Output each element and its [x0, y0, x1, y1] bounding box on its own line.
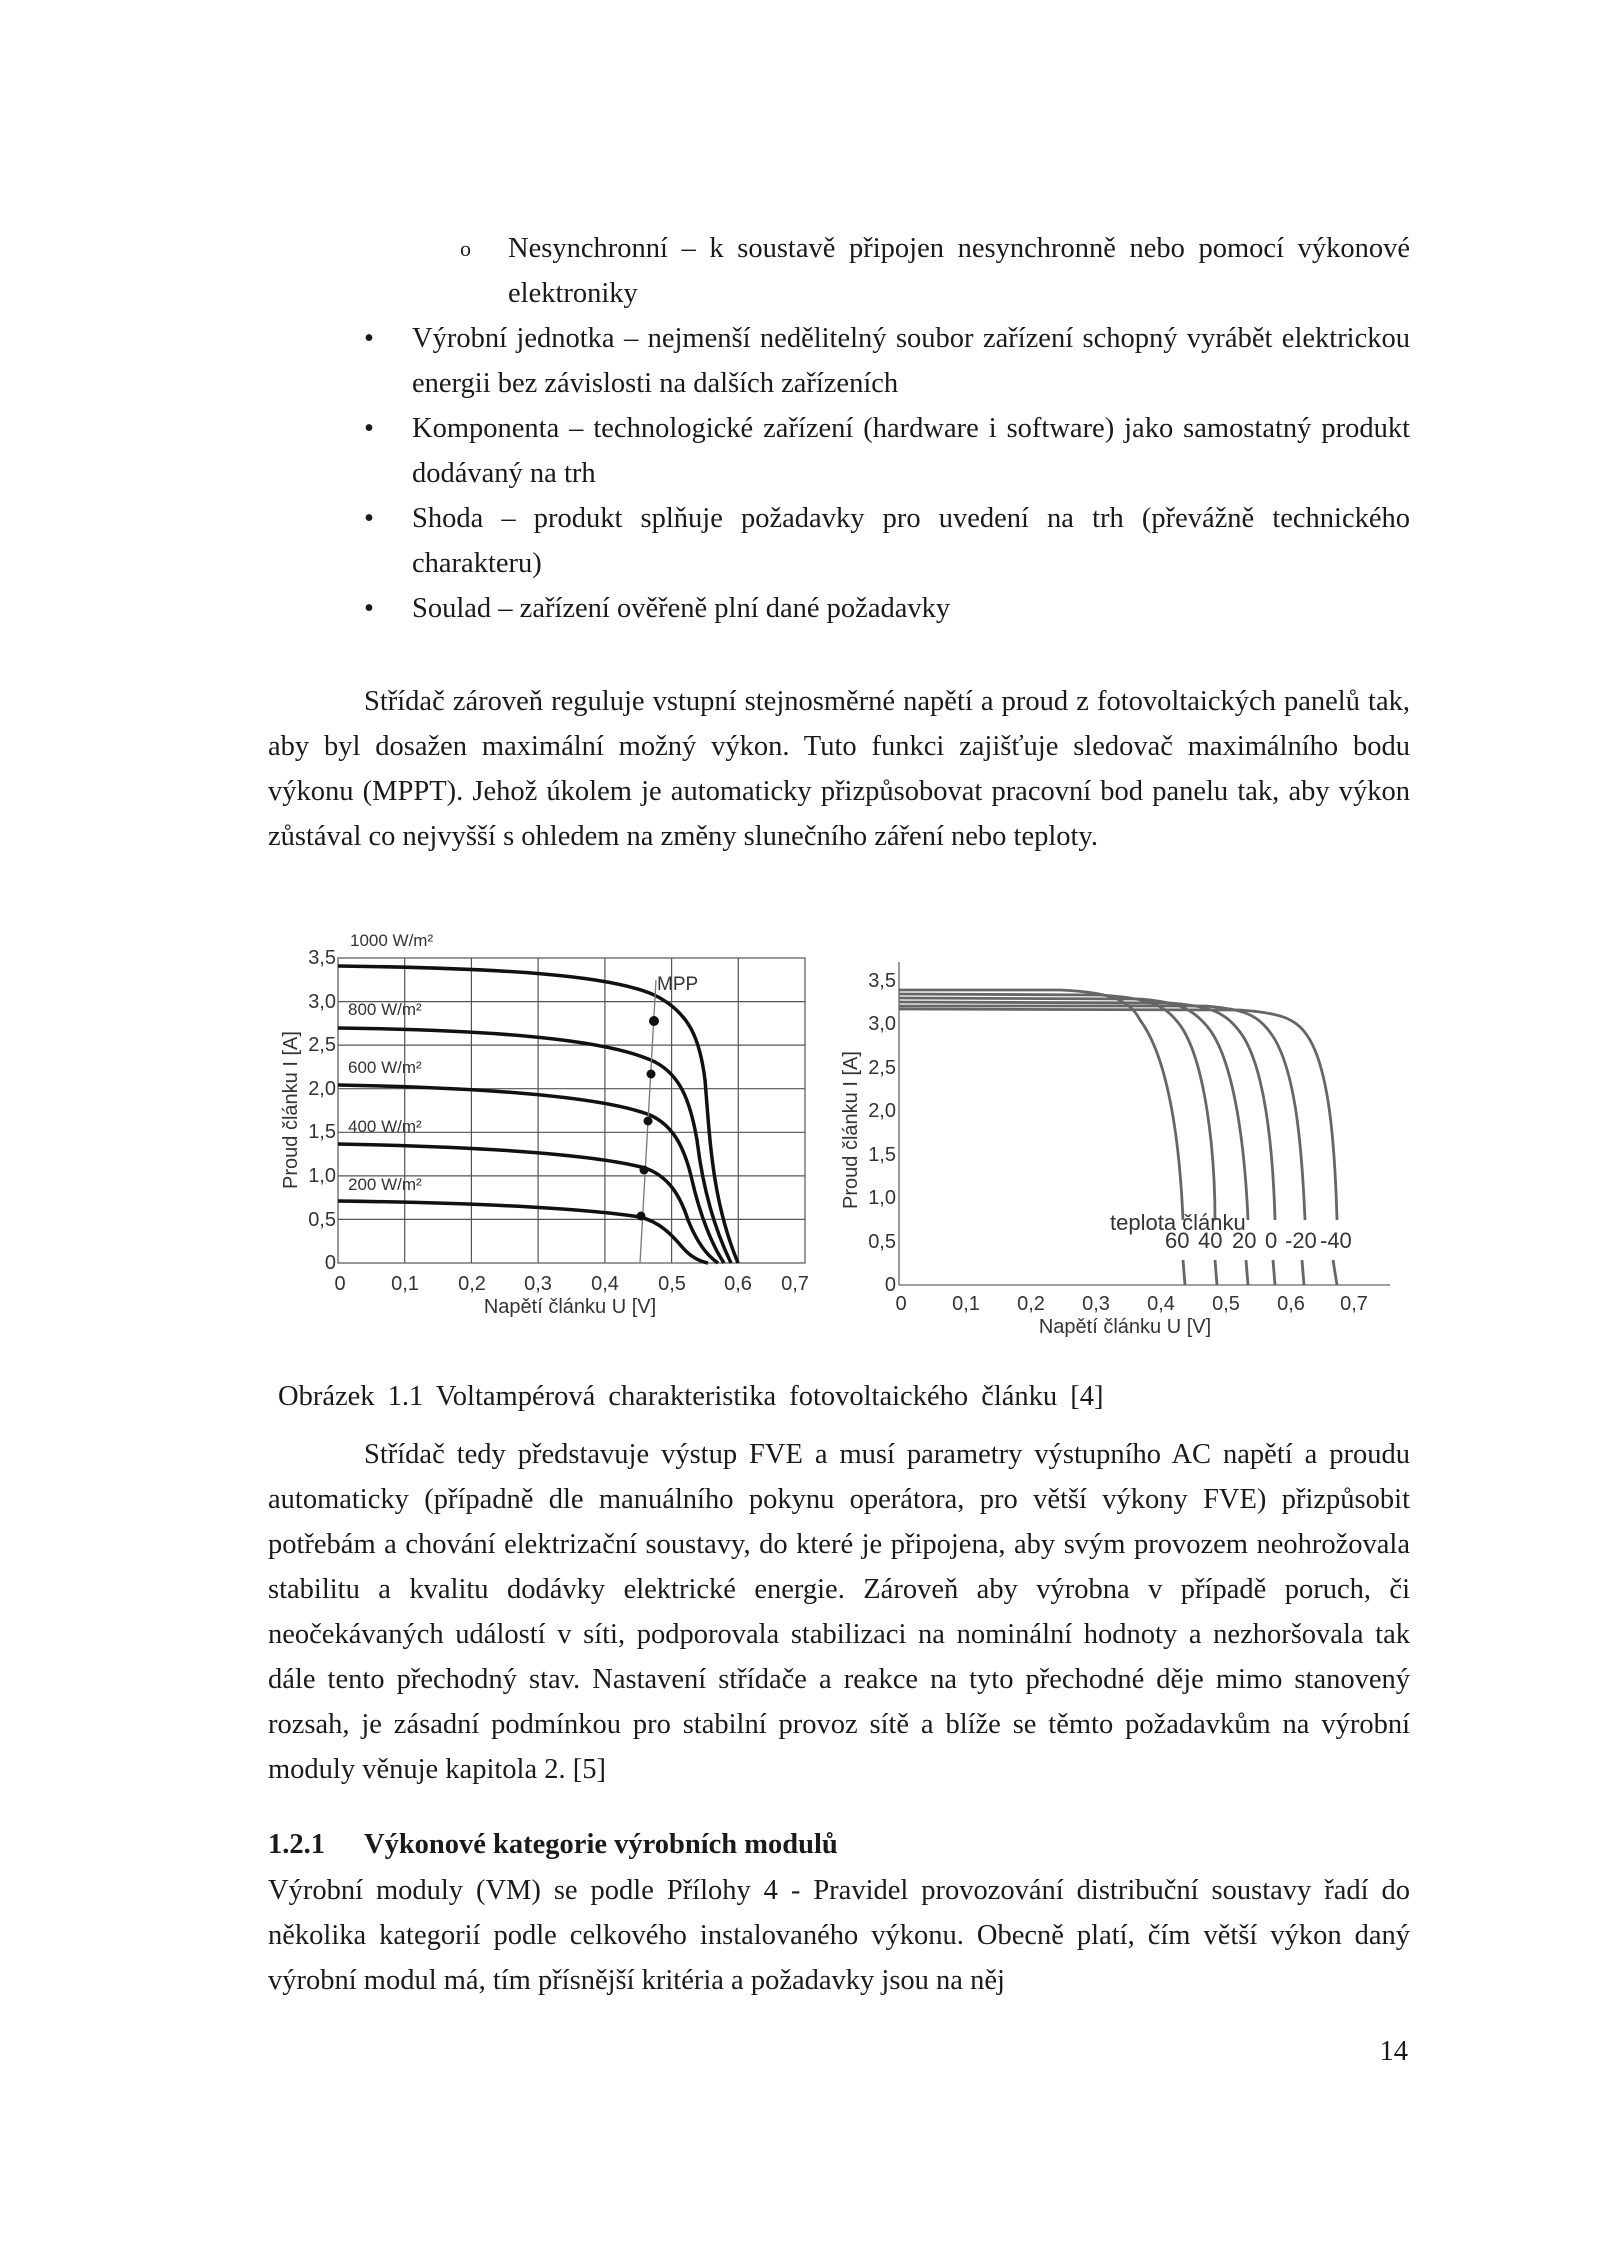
svg-text:-40: -40	[1320, 1228, 1352, 1253]
page-number: 14	[1379, 2036, 1408, 2067]
svg-text:0,2: 0,2	[1017, 1293, 1045, 1315]
series-label: 1000 W/m²	[350, 931, 434, 950]
svg-text:0,5: 0,5	[308, 1209, 336, 1231]
paragraph-categories: Výrobní moduly (VM) se podle Přílohy 4 - Pravidel provozování distribuční soustavy řadí do několika kategorií podle celkového instalovaného výkonu. Obecně platí, čím větší výkon daný výrobní modul má, tím přísnější kritéria a požadavky jsou na něj	[268, 1875, 1410, 1996]
iv-curves	[899, 990, 1337, 1220]
y-axis-label: Proud článku I [A]	[280, 1031, 302, 1189]
y-axis-ticks	[868, 970, 896, 1296]
list-item	[268, 586, 1410, 631]
curve-tails	[1183, 1260, 1337, 1285]
svg-text:3,0: 3,0	[868, 1013, 896, 1035]
list-item-text: Výrobní jednotka – nejmenší nedělitelný soubor zařízení schopný vyrábět elektrickou energii bez závislosti na dalších zařízeních	[412, 323, 1410, 399]
list-subitem-text: Nesynchronní – k soustavě připojen nesynchronně nebo pomocí výkonové elektroniky	[508, 233, 1410, 309]
svg-text:0,5: 0,5	[1212, 1293, 1240, 1315]
svg-text:0,7: 0,7	[1340, 1293, 1368, 1315]
figure-caption: Obrázek 1.1 Voltampérová charakteristika fotovoltaického článku [4]	[278, 1381, 1104, 1412]
bullet-icon: •	[364, 593, 374, 624]
section-number: 1.2.1	[268, 1829, 325, 1860]
mpp-label: MPP	[657, 974, 699, 995]
svg-text:0,4: 0,4	[591, 1273, 619, 1295]
svg-text:60: 60	[1165, 1228, 1190, 1253]
svg-text:0,5: 0,5	[658, 1273, 686, 1295]
svg-text:0,1: 0,1	[952, 1293, 980, 1315]
series-label: 800 W/m²	[348, 1000, 422, 1019]
svg-text:0: 0	[1265, 1228, 1278, 1253]
svg-text:0: 0	[334, 1273, 346, 1295]
y-axis-label: Proud článku I [A]	[840, 1051, 862, 1209]
list-item-text: Soulad – zařízení ověřeně plní dané požadavky	[412, 593, 951, 624]
series-label: 600 W/m²	[348, 1058, 422, 1077]
svg-text:2,0: 2,0	[308, 1078, 336, 1100]
legend-title: teplota článku	[1110, 1210, 1246, 1235]
list-item-text: Shoda – produkt splňuje požadavky pro uvedení na trh (převážně technického charakteru)	[412, 503, 1410, 579]
series-label: 400 W/m²	[348, 1117, 422, 1136]
chart-irradiance	[270, 920, 830, 1340]
svg-text:0,3: 0,3	[1082, 1293, 1110, 1315]
svg-text:40: 40	[1198, 1228, 1223, 1253]
y-axis-ticks	[308, 947, 336, 1274]
svg-text:2,5: 2,5	[868, 1057, 896, 1079]
section-title: Výkonové kategorie výrobních modulů	[364, 1829, 838, 1860]
paragraph-inverter: Střídač tedy představuje výstup FVE a musí parametry výstupního AC napětí a proudu automaticky (případně dle manuálního pokynu operátora, pro větší výkony FVE) přizpůsobit potřebám a chování elektrizační soustavy, do které je připojena, aby svým provozem neohrožovala stabilitu a kvalitu dodávky elektrické energie. Zároveň aby výrobna v případě poruch, či neočekávaných událostí v síti, podporovala stabilizaci na nominální hodnoty a nezhoršovala tak dále tento přechodný stav. Nastavení střídače a reakce na tyto přechodné děje mimo stanovený rozsah, je zásadní podmínkou pro stabilní provoz sítě a blíže se těmto požadavkům na výrobní moduly věnuje kapitola 2. [5]	[268, 1439, 1410, 1785]
svg-text:1,0: 1,0	[308, 1165, 336, 1187]
bullet-icon: •	[364, 503, 374, 534]
definition-list	[268, 226, 1410, 631]
svg-text:0: 0	[895, 1293, 907, 1315]
svg-text:20: 20	[1232, 1228, 1257, 1253]
svg-text:0,7: 0,7	[781, 1273, 809, 1295]
svg-text:0,1: 0,1	[391, 1273, 419, 1295]
svg-text:0,2: 0,2	[458, 1273, 486, 1295]
svg-text:0,4: 0,4	[1147, 1293, 1175, 1315]
circle-bullet-icon: o	[460, 236, 471, 261]
svg-text:1,5: 1,5	[868, 1144, 896, 1166]
svg-text:3,5: 3,5	[308, 947, 336, 969]
paragraph-mppt: Střídač zároveň reguluje vstupní stejnosměrné napětí a proud z fotovoltaických panelů tak, aby byl dosažen maximální možný výkon. Tuto funkci zajišťuje sledovač maximálního bodu výkonu (MPPT). Jehož úkolem je automaticky přizpůsobovat pracovní bod panelu tak, aby výkon zůstával co nejvyšší s ohledem na změny slunečního záření nebo teploty.	[268, 686, 1410, 852]
svg-text:-20: -20	[1285, 1228, 1317, 1253]
bullet-icon: •	[364, 323, 374, 354]
list-item	[268, 406, 1410, 496]
x-axis-label: Napětí článku U [V]	[483, 1296, 657, 1318]
x-axis-label: Napětí článku U [V]	[1038, 1316, 1212, 1338]
svg-text:1,0: 1,0	[868, 1187, 896, 1209]
section-heading	[268, 1822, 838, 1867]
bullet-icon: •	[364, 413, 374, 444]
series-label: 200 W/m²	[348, 1175, 422, 1194]
list-subitem	[268, 226, 1410, 316]
svg-text:1,5: 1,5	[308, 1121, 336, 1143]
svg-text:0,6: 0,6	[1277, 1293, 1305, 1315]
chart-temperature	[830, 920, 1400, 1340]
list-item	[268, 316, 1410, 406]
svg-text:2,0: 2,0	[868, 1100, 896, 1122]
list-item	[268, 496, 1410, 586]
svg-text:0,3: 0,3	[524, 1273, 552, 1295]
svg-text:2,5: 2,5	[308, 1034, 336, 1056]
svg-text:3,0: 3,0	[308, 991, 336, 1013]
figure-iv-characteristics	[270, 920, 1400, 1340]
svg-text:0: 0	[884, 1274, 896, 1296]
svg-text:0,5: 0,5	[868, 1231, 896, 1253]
svg-text:3,5: 3,5	[868, 970, 896, 992]
svg-text:0,6: 0,6	[724, 1273, 752, 1295]
x-axis-ticks	[334, 1273, 808, 1295]
list-item-text: Komponenta – technologické zařízení (hardware i software) jako samostatný produkt dodávaný na trh	[412, 413, 1410, 489]
svg-text:0: 0	[324, 1252, 336, 1274]
x-axis-ticks	[895, 1293, 1367, 1315]
